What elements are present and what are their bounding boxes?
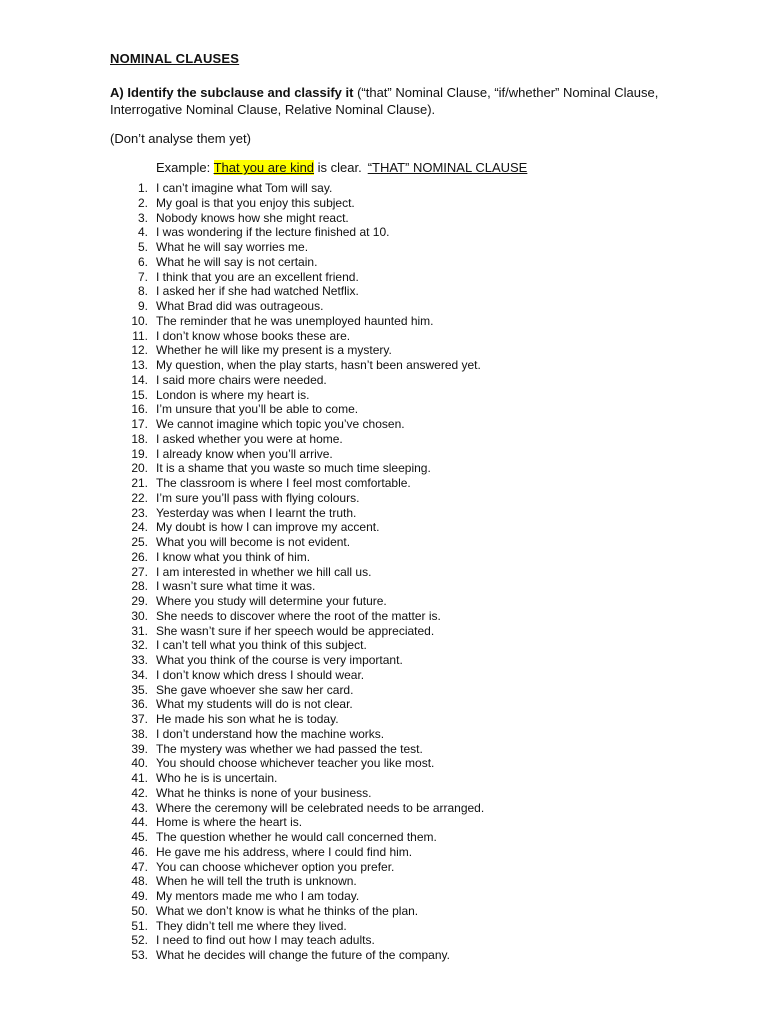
list-item bbox=[0, 417, 768, 432]
item-sentence: You should choose whichever teacher you like most. bbox=[156, 756, 435, 771]
item-number: 34. bbox=[131, 667, 148, 682]
item-sentence: I already know when you’ll arrive. bbox=[156, 446, 333, 461]
item-sentence: The reminder that he was unemployed haunted him. bbox=[156, 313, 434, 328]
list-item bbox=[0, 461, 768, 476]
item-sentence: I know what you think of him. bbox=[156, 549, 311, 564]
list-item bbox=[0, 638, 768, 653]
item-sentence: What my students will do is not clear. bbox=[156, 697, 353, 712]
item-sentence: What he will say worries me. bbox=[156, 240, 309, 254]
item-number: 42. bbox=[131, 785, 148, 800]
list-item bbox=[0, 904, 768, 919]
item-sentence: My goal is that you enjoy this subject. bbox=[156, 195, 355, 210]
item-number: 45. bbox=[131, 830, 148, 844]
item-number: 38. bbox=[131, 726, 148, 741]
item-number: 16. bbox=[131, 402, 148, 417]
item-number: 13. bbox=[131, 358, 148, 372]
item-sentence: My question, when the play starts, hasn’t been answered yet. bbox=[156, 358, 481, 372]
item-sentence: The classroom is where I feel most comfortable. bbox=[156, 476, 411, 490]
list-item bbox=[0, 343, 768, 358]
item-sentence: He made his son what he is today. bbox=[156, 712, 339, 726]
example-text: is clear. bbox=[314, 160, 362, 175]
item-number: 50. bbox=[131, 903, 148, 918]
list-item bbox=[0, 845, 768, 860]
item-number: 18. bbox=[131, 431, 148, 446]
item-number: 31. bbox=[131, 623, 148, 638]
list-item bbox=[0, 432, 768, 447]
sentence-list bbox=[0, 181, 768, 963]
item-number: 52. bbox=[131, 933, 148, 948]
list-item bbox=[0, 314, 768, 329]
item-number: 26. bbox=[131, 549, 148, 564]
item-sentence: What you will become is not evident. bbox=[156, 535, 351, 549]
item-number: 44. bbox=[131, 815, 148, 830]
list-item bbox=[0, 624, 768, 639]
item-number: 17. bbox=[131, 417, 148, 431]
list-item bbox=[0, 565, 768, 580]
item-sentence: I wasn’t sure what time it was. bbox=[156, 579, 316, 594]
list-item bbox=[0, 299, 768, 314]
item-sentence: He gave me his address, where I could find him. bbox=[156, 844, 413, 859]
item-sentence: Who he is is uncertain. bbox=[156, 771, 278, 785]
item-number: 6. bbox=[137, 254, 148, 269]
list-item bbox=[0, 830, 768, 845]
item-sentence: I don’t know whose books these are. bbox=[156, 328, 351, 343]
list-item bbox=[0, 815, 768, 830]
list-item bbox=[0, 447, 768, 462]
item-sentence: The question whether he would call concerned them. bbox=[156, 830, 437, 844]
item-number: 39. bbox=[131, 741, 148, 756]
list-item bbox=[0, 520, 768, 535]
item-number: 5. bbox=[137, 240, 148, 254]
item-number: 8. bbox=[137, 284, 148, 299]
item-sentence: We cannot imagine which topic you’ve chosen. bbox=[156, 417, 405, 431]
item-number: 47. bbox=[131, 859, 148, 874]
item-sentence: Where the ceremony will be celebrated needs to be arranged. bbox=[156, 800, 485, 815]
list-item bbox=[0, 579, 768, 594]
item-number: 4. bbox=[137, 225, 148, 240]
item-sentence: Where you study will determine your future. bbox=[156, 594, 387, 608]
list-item bbox=[0, 697, 768, 712]
item-sentence: They didn’t tell me where they lived. bbox=[156, 918, 347, 933]
list-item bbox=[0, 402, 768, 417]
item-number: 3. bbox=[137, 210, 148, 225]
item-number: 12. bbox=[131, 343, 148, 358]
item-sentence: What you think of the course is very important. bbox=[156, 653, 403, 667]
item-sentence: I don’t know which dress I should wear. bbox=[156, 667, 365, 682]
list-item bbox=[0, 181, 768, 196]
item-number: 1. bbox=[137, 181, 148, 195]
item-sentence: London is where my heart is. bbox=[156, 387, 310, 402]
item-sentence: I asked her if she had watched Netflix. bbox=[156, 284, 359, 299]
list-item bbox=[0, 756, 768, 771]
item-sentence: I’m sure you’ll pass with flying colours. bbox=[156, 490, 360, 505]
item-number: 29. bbox=[131, 594, 148, 608]
item-number: 19. bbox=[131, 446, 148, 461]
list-item bbox=[0, 535, 768, 550]
item-number: 21. bbox=[131, 476, 148, 490]
item-number: 20. bbox=[131, 461, 148, 476]
list-item bbox=[0, 211, 768, 226]
list-item bbox=[0, 388, 768, 403]
list-item bbox=[0, 801, 768, 816]
item-number: 15. bbox=[131, 387, 148, 402]
item-number: 46. bbox=[131, 844, 148, 859]
item-number: 41. bbox=[131, 771, 148, 785]
instruction-heading: A) Identify the subclause and classify it bbox=[110, 85, 354, 100]
item-number: 7. bbox=[137, 269, 148, 284]
list-item bbox=[0, 506, 768, 521]
item-sentence: She gave whoever she saw her card. bbox=[156, 682, 354, 697]
item-number: 11. bbox=[132, 328, 148, 343]
list-item bbox=[0, 329, 768, 344]
example-classification: “THAT” NOMINAL CLAUSE bbox=[367, 160, 528, 175]
item-sentence: I can’t imagine what Tom will say. bbox=[156, 181, 333, 195]
list-item bbox=[0, 874, 768, 889]
item-sentence: It is a shame that you waste so much time sleeping. bbox=[156, 461, 431, 476]
list-item bbox=[0, 860, 768, 875]
item-number: 14. bbox=[131, 372, 148, 387]
item-sentence: I think that you are an excellent friend. bbox=[156, 269, 359, 284]
list-item bbox=[0, 373, 768, 388]
list-item bbox=[0, 771, 768, 786]
list-item bbox=[0, 889, 768, 904]
item-sentence: When he will tell the truth is unknown. bbox=[156, 874, 357, 889]
exercise-instruction bbox=[110, 84, 710, 118]
instruction-text: (“that” Nominal Clause, “if/whether” Nominal Clause, Interrogative Nominal Clause, Relative Nominal Clause). bbox=[110, 85, 659, 117]
list-item bbox=[0, 653, 768, 668]
item-number: 48. bbox=[131, 874, 148, 889]
item-number: 22. bbox=[131, 490, 148, 505]
item-number: 30. bbox=[131, 608, 148, 623]
item-sentence: You can choose whichever option you prefer. bbox=[156, 859, 395, 874]
list-item bbox=[0, 196, 768, 211]
item-sentence: I said more chairs were needed. bbox=[156, 372, 327, 387]
item-number: 35. bbox=[131, 682, 148, 697]
item-sentence: She needs to discover where the root of the matter is. bbox=[156, 608, 441, 623]
list-item bbox=[0, 683, 768, 698]
item-number: 27. bbox=[131, 564, 148, 579]
item-sentence: What we don’t know is what he thinks of the plan. bbox=[156, 903, 419, 918]
item-number: 53. bbox=[131, 948, 148, 962]
item-sentence: Home is where the heart is. bbox=[156, 815, 303, 830]
item-sentence: I was wondering if the lecture finished at 10. bbox=[156, 225, 390, 240]
list-item bbox=[0, 594, 768, 609]
item-number: 28. bbox=[131, 579, 148, 594]
item-number: 25. bbox=[131, 535, 148, 549]
list-item bbox=[0, 491, 768, 506]
item-number: 9. bbox=[137, 299, 148, 313]
item-sentence: Nobody knows how she might react. bbox=[156, 210, 349, 225]
list-item bbox=[0, 255, 768, 270]
item-number: 24. bbox=[131, 520, 148, 535]
item-number: 51. bbox=[131, 918, 148, 933]
item-sentence: What Brad did was outrageous. bbox=[156, 299, 324, 313]
item-number: 37. bbox=[131, 712, 148, 726]
example-label: Example: bbox=[156, 160, 214, 175]
item-number: 40. bbox=[131, 756, 148, 771]
list-item bbox=[0, 668, 768, 683]
item-sentence: What he will say is not certain. bbox=[156, 254, 318, 269]
list-item bbox=[0, 742, 768, 757]
list-item bbox=[0, 476, 768, 491]
list-item bbox=[0, 240, 768, 255]
page-title: NOMINAL CLAUSES bbox=[110, 51, 240, 66]
item-sentence: I am interested in whether we hill call us. bbox=[156, 564, 372, 579]
item-sentence: She wasn’t sure if her speech would be appreciated. bbox=[156, 623, 435, 638]
item-sentence: My mentors made me who I am today. bbox=[156, 889, 360, 903]
list-item bbox=[0, 358, 768, 373]
item-number: 49. bbox=[131, 889, 148, 903]
list-item bbox=[0, 225, 768, 240]
item-number: 10. bbox=[131, 313, 148, 328]
item-number: 36. bbox=[131, 697, 148, 712]
list-item bbox=[0, 948, 768, 963]
item-sentence: What he decides will change the future of the company. bbox=[156, 948, 450, 962]
item-number: 2. bbox=[137, 195, 148, 210]
item-number: 23. bbox=[131, 505, 148, 520]
list-item bbox=[0, 712, 768, 727]
example-line bbox=[156, 160, 527, 175]
item-number: 32. bbox=[131, 638, 148, 653]
list-item bbox=[0, 270, 768, 285]
example-highlight: That you are kind bbox=[213, 160, 315, 175]
list-item bbox=[0, 609, 768, 624]
list-item bbox=[0, 786, 768, 801]
list-item bbox=[0, 919, 768, 934]
list-item bbox=[0, 284, 768, 299]
item-number: 43. bbox=[131, 800, 148, 815]
item-sentence: My doubt is how I can improve my accent. bbox=[156, 520, 380, 535]
item-sentence: I asked whether you were at home. bbox=[156, 431, 343, 446]
item-sentence: Whether he will like my present is a mystery. bbox=[156, 343, 392, 358]
item-sentence: The mystery was whether we had passed the test. bbox=[156, 741, 423, 756]
list-item bbox=[0, 933, 768, 948]
item-sentence: I need to find out how I may teach adults. bbox=[156, 933, 375, 948]
item-sentence: I don’t understand how the machine works. bbox=[156, 726, 385, 741]
item-sentence: I’m unsure that you’ll be able to come. bbox=[156, 402, 359, 417]
item-number: 33. bbox=[131, 653, 148, 667]
instruction-note: (Don’t analyse them yet) bbox=[110, 131, 251, 146]
list-item bbox=[0, 550, 768, 565]
item-sentence: I can’t tell what you think of this subject. bbox=[156, 638, 367, 653]
item-sentence: What he thinks is none of your business. bbox=[156, 785, 372, 800]
item-sentence: Yesterday was when I learnt the truth. bbox=[156, 505, 357, 520]
list-item bbox=[0, 727, 768, 742]
